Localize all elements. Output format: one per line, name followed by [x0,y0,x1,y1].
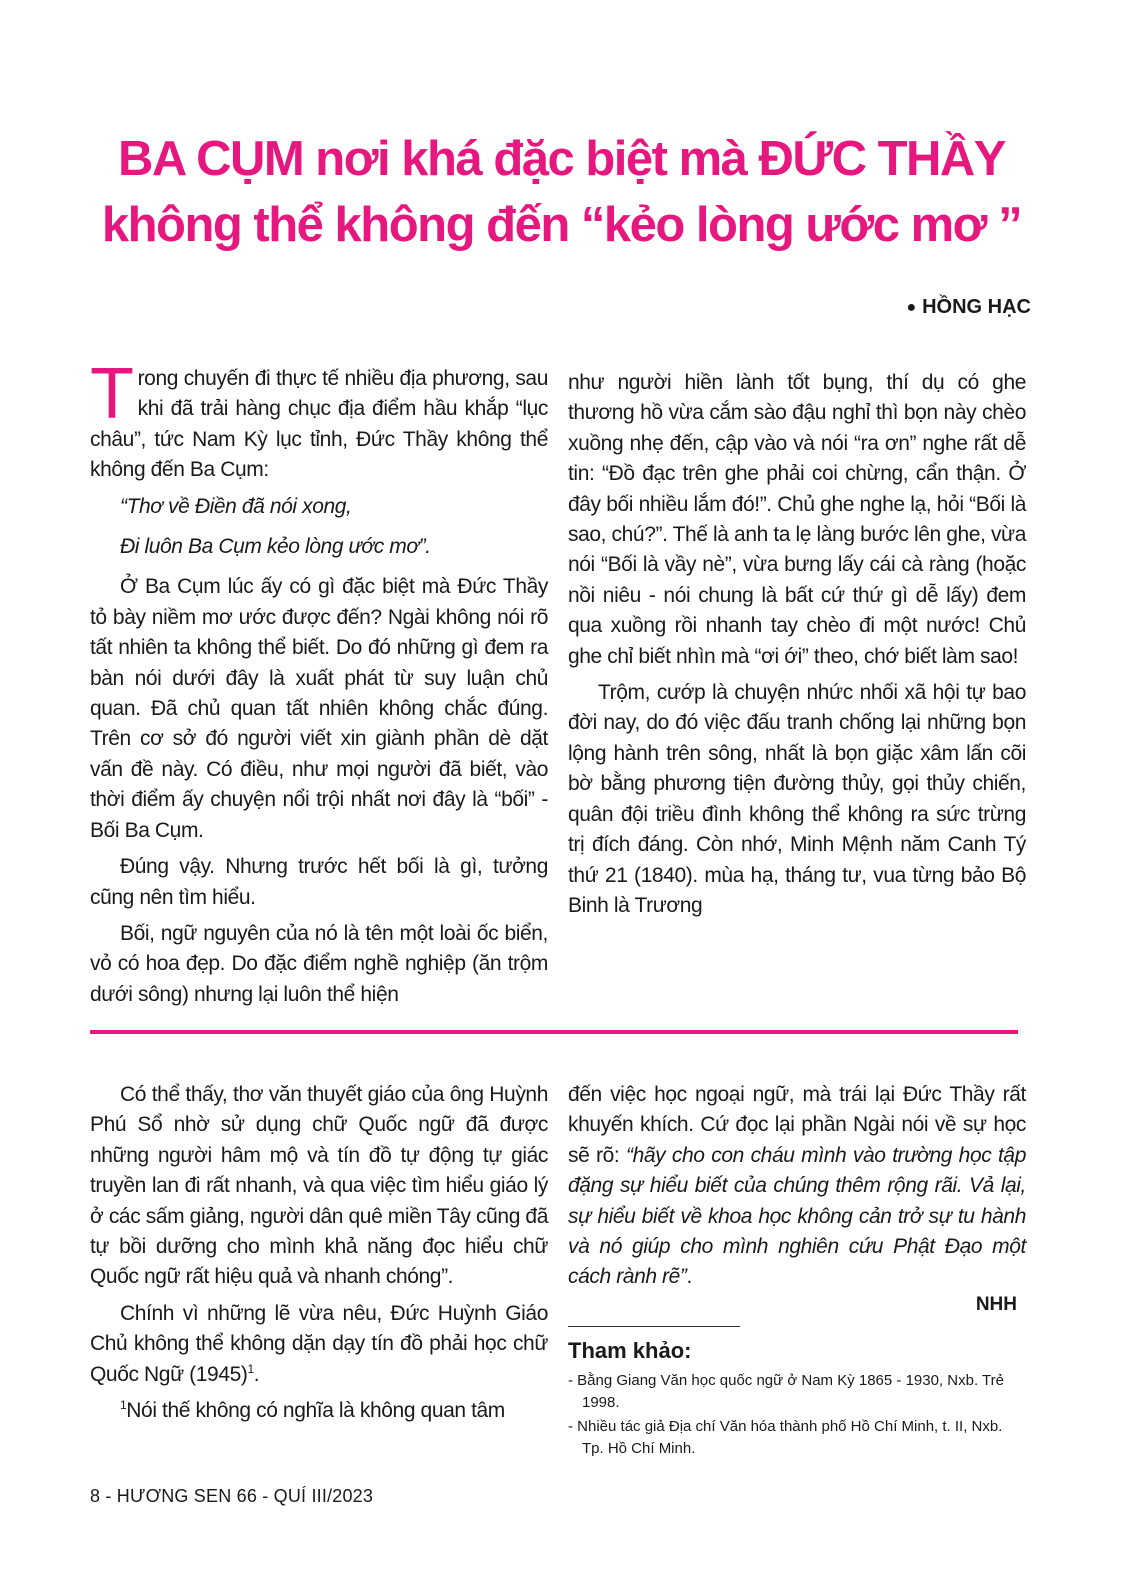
column-4 [568,1080,1026,1299]
reference-item: - Bằng Giang Văn học quốc ngữ ở Nam Kỳ 1865 - 1930, Nxb. Trẻ 1998. [568,1372,1004,1411]
column-2 [568,368,1026,927]
paragraph: Ở Ba Cụm lúc ấy có gì đặc biệt mà Đức Thầy tỏ bày niềm mơ ước được đến? Ngài không nói rõ tất nhiên ta không thể biết. Do đó những gì đem ra bàn nói dưới đây là xuất phát từ suy luận chủ quan. Đã chủ quan tất nhiên không chắc đúng. Trên cơ sở đó người viết xin giành phần dè dặt vấn đề này. Có điều, như mọi người đã biết, vào thời điểm ấy chuyện nổi trội nhất nơi đây là “bối” - Bối Ba Cụm. [90,575,548,842]
author-byline [906,296,1031,319]
references-divider [568,1326,740,1327]
paragraph: Trộm, cướp là chuyện nhức nhối xã hội tự bao đời nay, do đó việc đấu tranh chống lại những bọn lộng hành trên sông, nhất là bọn giặc xâm lấn cõi bờ bằng phương tiện đường thủy, gọi thủy chiến, quân đội triều đình không thể không ra sức trừng trị đích đáng. Còn nhớ, Minh Mệnh năm Canh Tý thứ 21 (1840). mùa hạ, tháng tư, vua từng bảo Bộ Binh là Trương [568,681,1026,917]
paragraph: Có thể thấy, thơ văn thuyết giáo của ông Huỳnh Phú Sổ nhờ sử dụng chữ Quốc ngữ đã được những người hâm mộ và tín đồ tự động tự giác truyền lan đi rất nhanh, và qua việc tìm hiểu giáo lý ở các sấm giảng, người dân quê miền Tây cũng đã tự bồi dưỡng cho mình khả năng đọc hiểu chữ Quốc ngữ rất hiệu quả và nhanh chóng”. [90,1083,548,1289]
paragraph-intro [90,354,548,486]
author-name: HỒNG HẠC [922,296,1031,318]
paragraph-end: . [686,1265,692,1289]
column-1 [90,354,548,1016]
paragraph: Bối, ngữ nguyên của nó là tên một loài ốc biển, vỏ có hoa đẹp. Do đặc điểm nghề nghiệp (ăn trộm dưới sông) nhưng lại luôn thể hiện [90,921,548,1006]
footnote-marker: 1 [247,1361,254,1376]
footnote-marker: 1 [120,1398,127,1413]
references-heading: Tham khảo: [568,1338,692,1363]
footnote-paragraph [90,1396,548,1426]
page-footer: 8 - HƯƠNG SEN 66 - QUÍ III/2023 [90,1486,374,1506]
signature: NHH [975,1294,1017,1315]
section-divider [90,1030,1018,1034]
paragraph-end: . [253,1362,260,1386]
verse-line-1: “Thơ về Điền đã nói xong, [120,494,352,518]
paragraph [568,1080,1026,1293]
paragraph [90,1299,548,1390]
paragraph: Đúng vậy. Nhưng trước hết bối là gì, tưởng cũng nên tìm hiểu. [90,855,548,909]
verse-line-2: Đi luôn Ba Cụm kẻo lòng ước mơ”. [120,535,431,559]
paragraph: như người hiền lành tốt bụng, thí dụ có ghe thương hồ vừa cắm sào đậu nghỉ thì bọn này chèo xuồng nhẹ đến, cập vào và nói “ra ơn” nghe rất dễ tin: “Đồ đạc trên ghe phải coi chừng, cẩn thận. Ở đây bối nhiều lắm đó!”. Chủ ghe nghe lạ, hỏi “Bối là sao, chú?”. Thế là anh ta lẹ làng bước lên ghe, vừa nói “Bối là vầy nè”, vừa bưng lấy cái cà ràng (hoặc nồi niêu - nói chung là bất cứ thứ gì dễ lấy) đem qua xuồng rồi nhanh tay chèo đi một nước! Chủ ghe chỉ biết nhìn mà “ơi ới” theo, chớ biết làm sao! [568,371,1026,668]
references-list [568,1370,1018,1462]
paragraph-text: rong chuyến đi thực tế nhiều địa phương, sau khi đã trải hàng chục địa điểm hầu khắp “lục châu”, tức Nam Kỳ lục tỉnh, Đức Thầy không thể không đến Ba Cụm: [90,367,548,482]
article-title [60,126,1063,258]
paragraph-text: đến việc học ngoại ngữ, mà trái lại Đức Thầy rất khuyến khích. Cứ đọc lại phần Ngài nói về sự học sẽ rõ: [568,1083,1026,1167]
title-line-2: không thể không đến “kẻo lòng ước mơ ” [101,198,1022,252]
paragraph-text: Chính vì những lẽ vừa nêu, Đức Huỳnh Giáo Chủ không thể không dặn dạy tín đồ phải học chữ Quốc Ngữ (1945) [90,1301,548,1386]
paragraph-text: Nói thế không có nghĩa là không quan tâm [126,1399,505,1423]
reference-item: - Nhiều tác giả Địa chí Văn hóa thành phố Hồ Chí Minh, t. II, Nxb. Tp. Hồ Chí Minh. [568,1418,1003,1457]
column-3 [90,1080,548,1432]
drop-cap: T [90,354,134,434]
bullet-icon: ● [906,299,917,316]
title-line-1: BA CỤM nơi khá đặc biệt mà ĐỨC THẦY [118,132,1005,186]
quote-text: “hãy cho con cháu mình vào trường học tập đặng sự hiểu biết của chúng thêm rộng rãi. Vả lại, sự hiểu biết về khoa học không cản trở sự tu hành và nó giúp cho mình nghiên cứu Phật Đạo một cách rành rẽ” [568,1143,1026,1289]
